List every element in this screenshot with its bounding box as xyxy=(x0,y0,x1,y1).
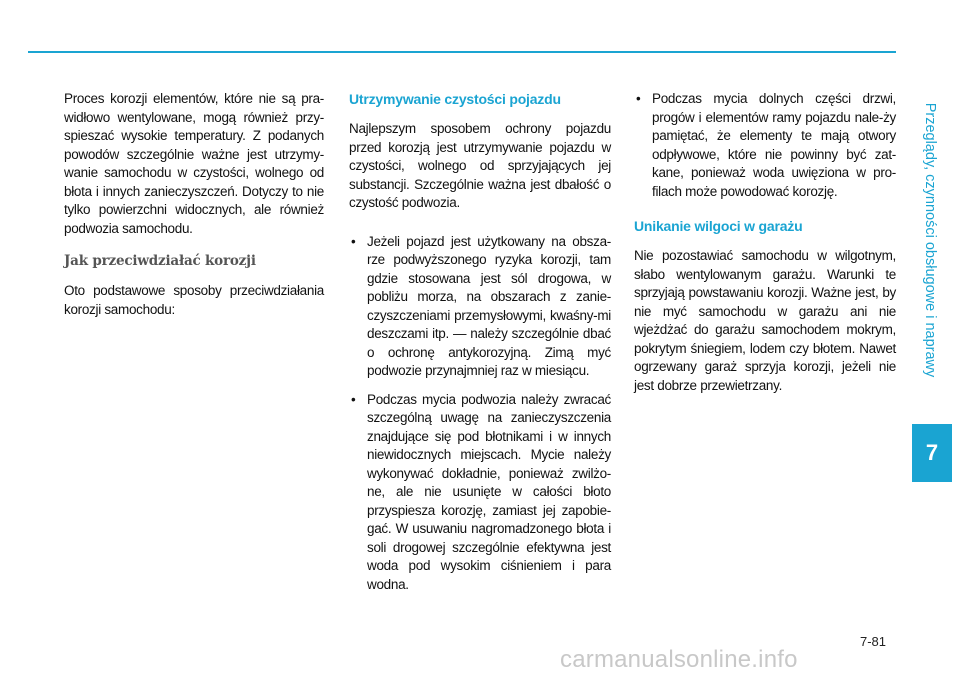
paragraph-prevent-intro: Oto podstawowe sposoby przeciwdziałania korozji samochodu: xyxy=(64,283,324,317)
bullet-icon: • xyxy=(351,233,356,249)
bullet-icon: • xyxy=(351,391,356,407)
column-middle xyxy=(349,90,611,604)
heading-avoid-moisture: Unikanie wilgoci w garażu xyxy=(634,218,803,234)
list-item-text: Podczas mycia podwozia należy zwracać szczególną uwagę na zanieczyszczenia znajdujące się pod błotnikami i w innych niewidocznych miejscach. Mycie należy wykonywać dokładnie, ponieważ zwilżo-ne, ale nie usunięte w całości błoto przyspiesza korozję, zamiast jej zapobie-gać. W usuwaniu nagromadzonego błota i soli drogowej szczególnie efektywna jest woda pod wysokim ciśnieniem i para wodna. xyxy=(367,391,611,592)
heading-prevent-corrosion: Jak przeciwdziałać korozji xyxy=(64,253,256,269)
column-right xyxy=(634,90,896,409)
bullet-icon: • xyxy=(636,91,641,106)
chapter-title-vertical xyxy=(908,60,952,420)
watermark: carmanualsonline.info xyxy=(560,646,798,673)
header-rule xyxy=(28,51,896,53)
bullet-list xyxy=(349,233,611,595)
list-item xyxy=(349,391,611,595)
page-number: 7-81 xyxy=(860,634,887,649)
paragraph-corrosion-intro: Proces korozji elementów, które nie są pra-widłowo wentylowane, mogą również przy-spieszać wysokie temperatury. Z podanych powodów szczególnie ważne jest utrzymy-wanie samochodu w czystości, wolnego od błota i innych zanieczyszczeń. Dotyczy to nie tylko powierzchni widocznych, ale również podwozia samochodu. xyxy=(64,91,324,236)
bullet-list xyxy=(634,90,896,201)
chapter-tab: 7 xyxy=(912,424,952,482)
paragraph-keep-clean: Najlepszym sposobem ochrony pojazdu przed korozją jest utrzymywanie pojazdu w czystości, wolnego od sprzyjających jej substancji. Szczególnie ważna jest dbałość o czystość podwozia. xyxy=(349,121,611,210)
paragraph-garage: Nie pozostawiać samochodu w wilgotnym, słabo wentylowanym garażu. Warunki te sprzyjają powstawaniu korozji. Ważne jest, by nie myć samochodu w garażu ani nie wjeżdżać do garażu samochodem mokrym, pokrytym śniegiem, lodem czy błotem. Nawet ogrzewany garaż sprzyja korozji, jeżeli nie jest dobrze przewietrzany. xyxy=(634,248,896,393)
column-left xyxy=(64,90,324,333)
chapter-title-text: Przeglądy, czynności obsługowe i naprawy xyxy=(922,102,938,378)
heading-keep-clean: Utrzymywanie czystości pojazdu xyxy=(349,91,561,107)
list-item xyxy=(349,233,611,381)
list-item xyxy=(634,90,896,201)
list-item-text: Podczas mycia dolnych części drzwi, progów i elementów ramy pojazdu nale-ży pamiętać, że elementy te mają otwory odpływowe, które nie powinny być zat-kane, ponieważ woda uwięziona w pro-filach może powodować korozję. xyxy=(652,91,896,199)
list-item-text: Jeżeli pojazd jest użytkowany na obsza-rze podwyższonego ryzyka korozji, tam gdzie stosowana jest sól drogowa, w pobliżu morza, na obszarach z zanie-czyszczeniami przemysłowymi, kwaśny-mi deszczami itp. — należy szczególnie dbać o ochronę antykorozyjną. Zimą myć podwozie przynajmniej raz w miesiącu. xyxy=(367,233,611,378)
